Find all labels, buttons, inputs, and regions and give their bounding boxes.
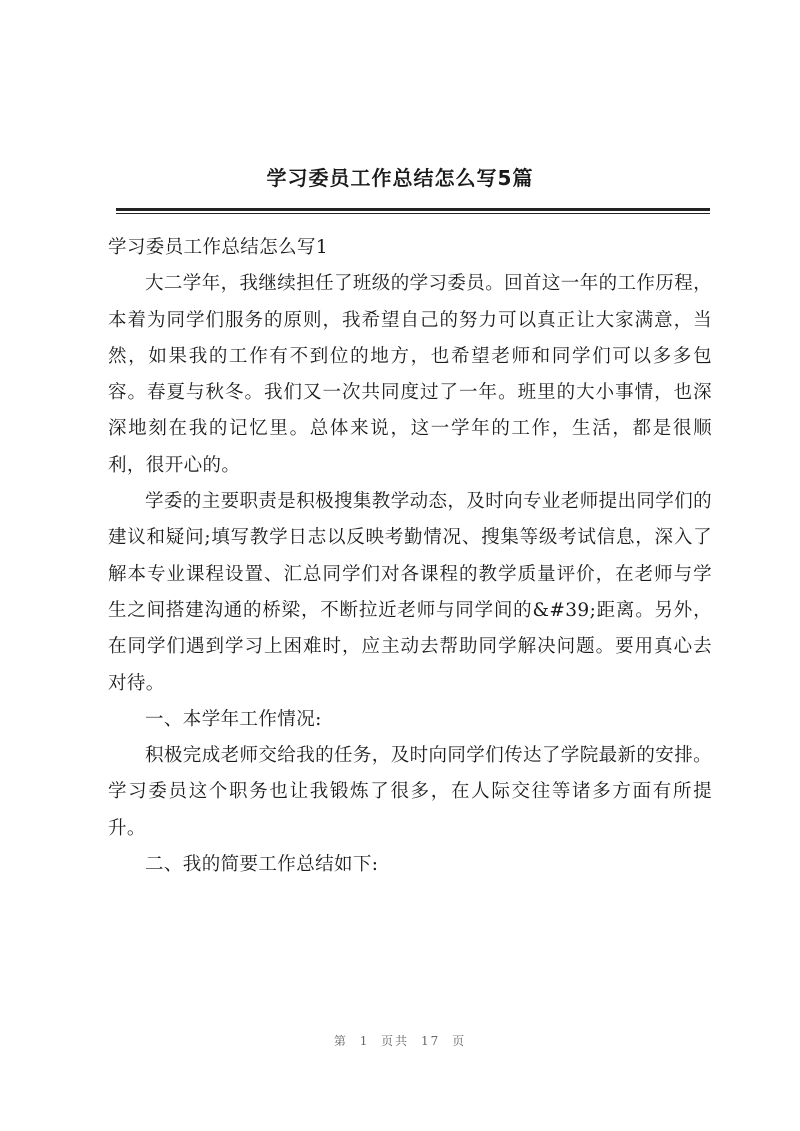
- paragraph-heading: 一、本学年工作情况:: [145, 708, 322, 730]
- footer-suffix: 页: [452, 1034, 467, 1048]
- paragraph: 积极完成老师交给我的任务，及时向同学们传达了学院最新的安排。学习委员这个职务也让我锻炼了很多，在人际交往等诸多方面有所提升。: [108, 745, 713, 839]
- document-body: [108, 230, 712, 883]
- paragraph: 大二学年，我继续担任了班级的学习委员。回首这一年的工作历程，本着为同学们服务的原则，我希望自己的努力可以真正让大家满意，当然，如果我的工作有不到位的地方，也希望老师和同学们可以多多包容。春夏与秋冬。我们又一次共同度过了一年。班里的大小事情，也深深地刻在我的记忆里。总体来说，这一学年的工作，生活，都是很顺利，很开心的。: [108, 273, 713, 476]
- paragraph: 学委的主要职责是积极搜集教学动态，及时向专业老师提出同学们的建议和疑问;填写教学日志以反映考勤情况、搜集等级考试信息，深入了解本专业课程设置、汇总同学们对各课程的教学质量评价，在老师与学生之间搭建沟通的桥梁，不断拉近老师与同学间的&#39;距离。另外，在同学们遇到学习上困难时，应主动去帮助同学解决问题。要用真心去对待。: [108, 491, 713, 694]
- title-divider-thick: [116, 208, 710, 211]
- title-divider-thin: [116, 213, 710, 214]
- footer-page-number: 1: [359, 1034, 370, 1048]
- section-heading: 学习委员工作总结怎么写1: [108, 237, 329, 258]
- footer-total-pages: 17: [421, 1034, 441, 1048]
- footer-middle: 页共: [381, 1034, 410, 1048]
- page-footer: [0, 1032, 800, 1049]
- document-title: 学习委员工作总结怎么写5篇: [266, 166, 534, 190]
- paragraph-heading: 二、我的简要工作总结如下:: [145, 854, 379, 876]
- footer-prefix: 第: [333, 1034, 348, 1048]
